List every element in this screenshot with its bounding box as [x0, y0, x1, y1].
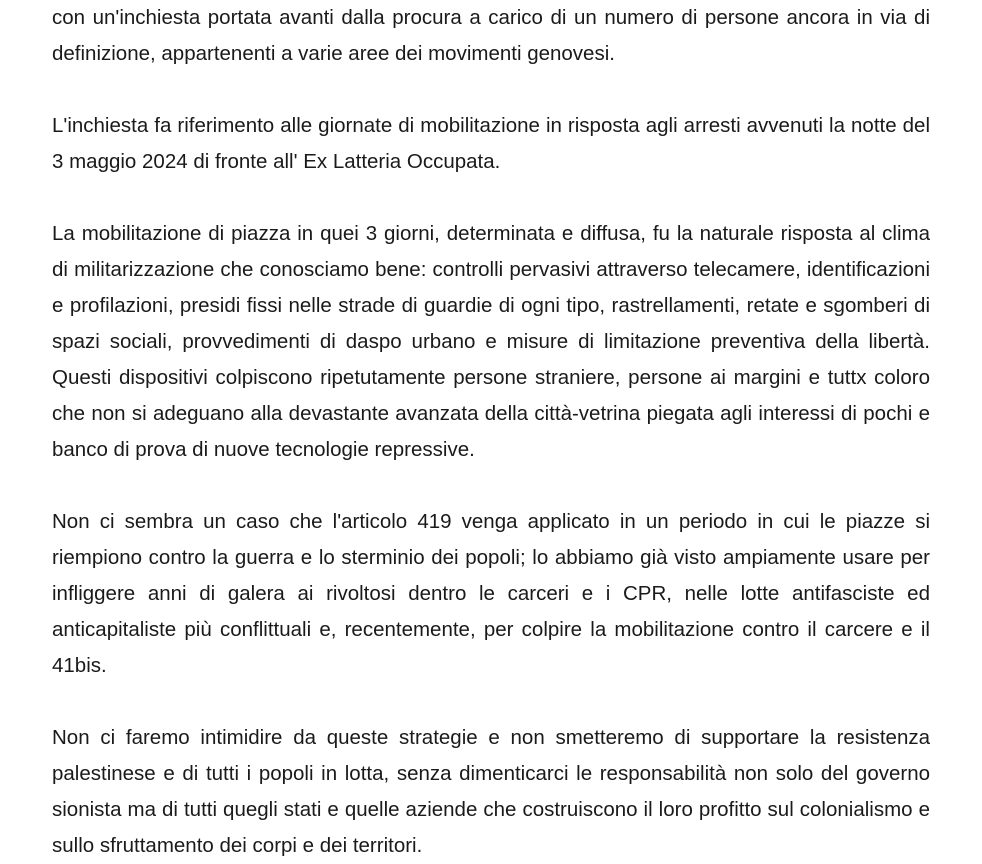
paragraph-5: Non ci faremo intimidire da queste strategie e non smetteremo di supportare la resistenza palestinese e di tutti i popoli in lotta, senza dimenticarci le responsabilità non solo del governo sionista ma di tutti quegli stati e quelle aziende che costruiscono il loro profitto sul colonialismo e sullo sfruttamento dei corpi e dei territori.: [52, 726, 930, 857]
paragraph-4: Non ci sembra un caso che l'articolo 419 venga applicato in un periodo in cui le piazze si riempiono contro la guerra e lo sterminio dei popoli; lo abbiamo già visto ampiamente usare per infliggere anni di galera ai rivoltosi dentro le carceri e i CPR, nelle lotte antifasciste ed anticapitaliste più conflittuali e, recentemente, per colpire la mobilitazione contro il carcere e il 41bis.: [52, 510, 930, 677]
document-text-body: [52, 0, 930, 864]
paragraph-2: L'inchiesta fa riferimento alle giornate di mobilitazione in risposta agli arresti avvenuti la notte del 3 maggio 2024 di fronte all' Ex Latteria Occupata.: [52, 114, 930, 173]
paragraph-3: La mobilitazione di piazza in quei 3 giorni, determinata e diffusa, fu la naturale risposta al clima di militarizzazione che conosciamo bene: controlli pervasivi attraverso telecamere, identificazioni e profilazioni, presidi fissi nelle strade di guardie di ogni tipo, rastrellamenti, retate e sgomberi di spazi sociali, provvedimenti di daspo urbano e misure di limitazione preventiva della libertà. Questi dispositivi colpiscono ripetutamente persone straniere, persone ai margini e tuttx coloro che non si adeguano alla devastante avanzata della città-vetrina piegata agli interessi di pochi e banco di prova di nuove tecnologie repressive.: [52, 222, 930, 461]
paragraph-1: con un'inchiesta portata avanti dalla procura a carico di un numero di persone ancora in via di definizione, appartenenti a varie aree dei movimenti genovesi.: [52, 6, 930, 65]
